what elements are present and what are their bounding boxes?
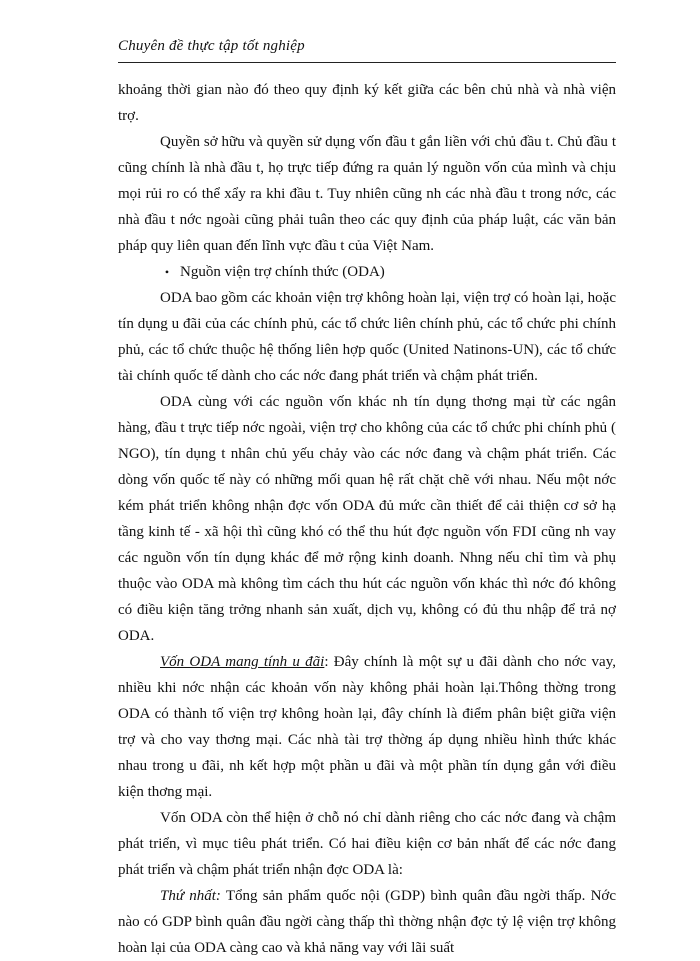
paragraph-7-text: Tổng sản phẩm quốc nội (GDP) bình quân đầu ngời thấp. Nớc nào có GDP bình quân đầu ngời càng thấp thì thờng nhận đợc tỷ lệ viện trợ không hoàn lại của ODA càng cao và khả năng vay với lãi suất xyxy=(118,888,617,956)
italic-lead: Thứ nhất: xyxy=(160,888,221,904)
paragraph-7 xyxy=(118,883,616,961)
paragraph-1: khoảng thời gian nào đó theo quy định ký kết giữa các bên chủ nhà và nhà viện trợ. xyxy=(118,82,616,124)
paragraph-5-text: : Đây chính là một sự u đãi dành cho nớc vay, nhiều khi nớc nhận các khoản vốn này không phải hoàn lại.Thông thờng trong ODA có thành tố viện trợ không hoàn lại, đây chính là điểm phân biệt giữa viện trợ và cho vay thơng mại. Các nhà tài trợ thờng áp dụng nhiều hình thức khác nhau trong u đãi, nh kết hợp một phần u đãi và một phần tín dụng gắn với điều kiện thơng mại. xyxy=(118,654,616,800)
underlined-phrase: Vốn ODA mang tính u đãi xyxy=(160,654,325,670)
paragraph-5 xyxy=(118,649,616,805)
document-body xyxy=(118,77,616,961)
bullet-heading-text: Nguồn viện trợ chính thức (ODA) xyxy=(180,264,385,280)
paragraph-4: ODA cùng với các nguồn vốn khác nh tín dụng thơng mại từ các ngân hàng, đầu t trực tiếp nớc ngoài, viện trợ cho không của các tổ chức phi chính phủ ( NGO), tín dụng t nhân chủ yếu chảy vào các nớc đang và chậm phát triển. Các dòng vốn quốc tế này có những mối quan hệ rất chặt chẽ với nhau. Nếu một nớc kém phát triển không nhận đợc vốn ODA đủ mức cần thiết để cải thiện cơ sở hạ tầng kinh tế - xã hội thì cũng khó có thể thu hút đợc nguồn vốn FDI cũng nh vay các nguồn vốn tín dụng khác để mở rộng kinh doanh. Nhng nếu chỉ tìm và phụ thuộc vào ODA mà không tìm cách thu hút các nguồn vốn khác thì nớc đó không có điều kiện tăng trởng nhanh sản xuất, dịch vụ, không có đủ thu nhập để trả nợ ODA. xyxy=(118,394,616,644)
page-header-title: Chuyên đề thực tập tốt nghiệp xyxy=(118,38,305,54)
header-divider xyxy=(118,62,616,63)
paragraph-2: Quyền sở hữu và quyền sử dụng vốn đầu t gắn liền với chủ đầu t. Chủ đầu t cũng chính là nhà đầu t, họ trực tiếp đứng ra quản lý nguồn vốn của mình và chịu mọi rủi ro có thể xẩy ra khi đầu t. Tuy nhiên cũng nh các nhà đầu t trong nớc, các nhà đầu t nớc ngoài cũng phải tuân theo các quy định của pháp luật, các văn bản pháp quy liên quan đến lĩnh vực đầu t của Việt Nam. xyxy=(118,134,616,254)
paragraph-3: ODA bao gồm các khoản viện trợ không hoàn lại, viện trợ có hoàn lại, hoặc tín dụng u đãi của các chính phủ, các tổ chức liên chính phủ, các tổ chức phi chính phủ, các tổ chức thuộc hệ thống liên hợp quốc (United Natinons-UN), các tổ chức tài chính quốc tế dành cho các nớc đang phát triển và chậm phát triển. xyxy=(118,290,616,384)
paragraph-6: Vốn ODA còn thể hiện ở chỗ nó chỉ dành riêng cho các nớc đang và chậm phát triển, vì mục tiêu phát triển. Có hai điều kiện cơ bản nhất để các nớc đang phát triển và chậm phát triển nhận đợc ODA là: xyxy=(118,810,616,878)
bullet-heading-oda xyxy=(118,259,616,285)
bullet-icon: • xyxy=(164,265,170,279)
